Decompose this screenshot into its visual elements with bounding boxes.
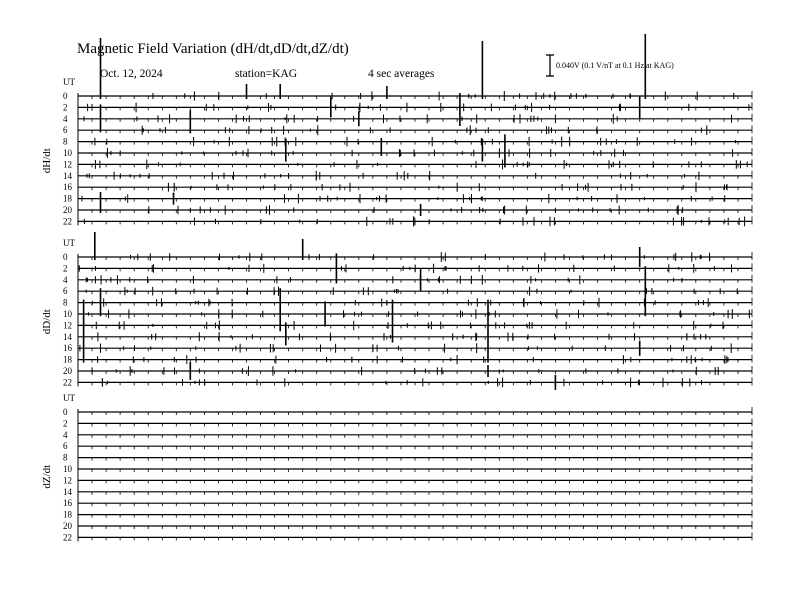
hour-label: 18 [63, 509, 72, 520]
row-ticks [92, 309, 752, 317]
panel-label: dH/dt [41, 148, 53, 174]
row-ticks [92, 355, 752, 363]
hour-label: 0 [63, 252, 68, 262]
row-ticks [92, 430, 752, 438]
hour-label: 6 [63, 441, 68, 452]
hour-label: 14 [63, 486, 72, 497]
hour-label: 10 [63, 464, 72, 474]
panel-label: dZ/dt [41, 464, 53, 489]
row-ticks [92, 464, 752, 472]
row-ticks [92, 275, 752, 283]
row-ticks [92, 286, 752, 294]
panel-2 [41, 232, 752, 390]
hour-label: 12 [63, 475, 72, 486]
row-ticks [92, 320, 752, 328]
hour-label: 0 [63, 407, 68, 417]
row-ticks [92, 498, 752, 506]
panel-label: dD/dt [41, 309, 53, 335]
row-ticks [92, 453, 752, 461]
row-ticks [92, 91, 752, 99]
row-ticks [92, 148, 752, 156]
hour-label: 2 [63, 263, 68, 274]
row-ticks [92, 510, 752, 518]
hour-label: 4 [63, 113, 68, 124]
row-ticks [92, 216, 752, 224]
hour-label: 8 [63, 452, 68, 463]
scale-bar [546, 55, 554, 76]
hour-label: 6 [63, 286, 68, 297]
row-ticks [92, 407, 752, 415]
averaging-label: 4 sec averages [368, 68, 435, 80]
hour-label: 20 [63, 366, 72, 376]
ut-label: UT [63, 393, 75, 403]
hour-label: 10 [63, 309, 72, 319]
hour-label: 8 [63, 136, 68, 147]
hour-label: 14 [63, 170, 72, 181]
row-ticks [92, 252, 752, 260]
row-ticks [92, 298, 752, 306]
hour-label: 18 [63, 193, 72, 204]
hour-label: 16 [63, 182, 72, 193]
hour-label: 4 [63, 274, 68, 285]
hour-label: 20 [63, 205, 72, 215]
scale-label: 0.040V (0.1 V/nT at 0.1 Hz at KAG) [556, 61, 674, 70]
hour-label: 14 [63, 331, 72, 342]
station-label: station=KAG [235, 68, 298, 80]
panel-1 [41, 34, 752, 226]
row-ticks [92, 205, 752, 213]
hour-label: 10 [63, 148, 72, 158]
hour-label: 20 [63, 521, 72, 531]
hour-label: 22 [63, 216, 72, 227]
hour-label: 18 [63, 354, 72, 365]
hour-label: 4 [63, 429, 68, 440]
row-ticks [92, 475, 752, 483]
hour-label: 16 [63, 498, 72, 509]
ut-label: UT [63, 238, 75, 248]
hour-label: 16 [63, 343, 72, 354]
row-ticks [92, 343, 752, 351]
panels [41, 34, 752, 542]
hour-label: 12 [63, 159, 72, 170]
row-ticks [92, 137, 752, 145]
row-ticks [92, 332, 752, 340]
hour-label: 2 [63, 418, 68, 429]
row-ticks [92, 487, 752, 495]
row-ticks [92, 171, 752, 179]
row-ticks [92, 263, 752, 271]
date-label: Oct. 12, 2024 [100, 68, 163, 80]
row-ticks [92, 418, 752, 426]
row-ticks [92, 532, 752, 540]
row-ticks [92, 194, 752, 202]
hour-label: 12 [63, 320, 72, 331]
hour-label: 8 [63, 297, 68, 308]
chart-title: Magnetic Field Variation (dH/dt,dD/dt,dZ/dt) [77, 41, 349, 57]
hour-label: 22 [63, 532, 72, 543]
panel-3 [41, 393, 752, 542]
ut-label: UT [63, 77, 75, 87]
hour-label: 6 [63, 125, 68, 136]
row-ticks [92, 521, 752, 529]
row-ticks [92, 102, 752, 110]
row-ticks [92, 441, 752, 449]
hour-label: 22 [63, 377, 72, 388]
hour-label: 0 [63, 91, 68, 101]
hour-label: 2 [63, 102, 68, 113]
